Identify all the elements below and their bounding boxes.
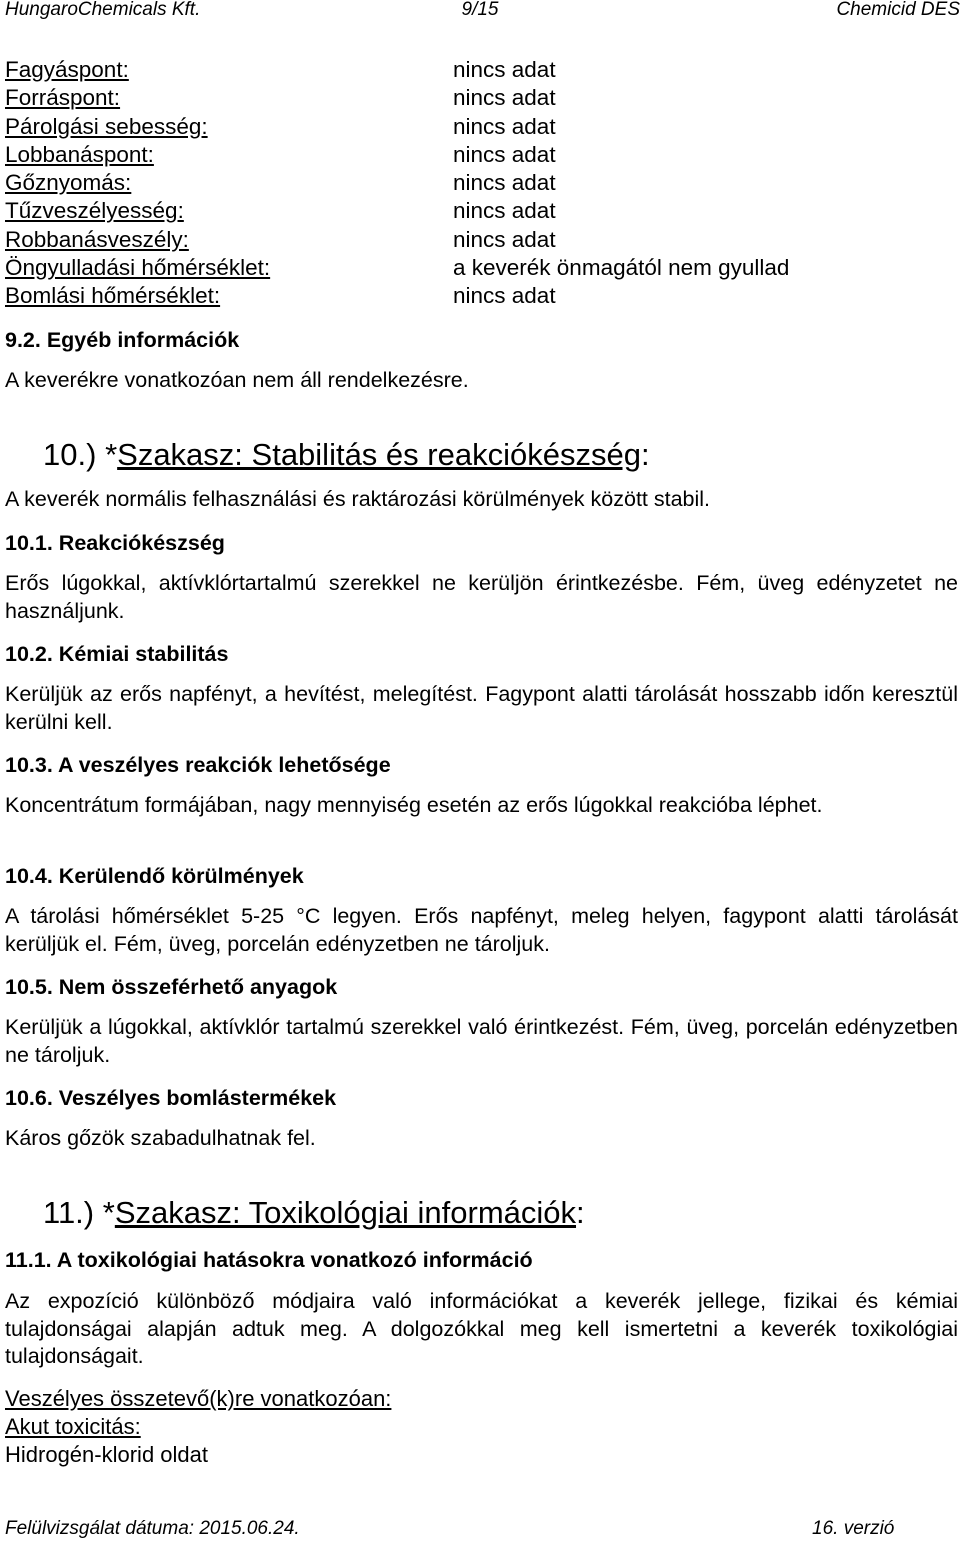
section-10-intro: A keverék normális felhasználási és raktározási körülmények között stabil. — [5, 487, 711, 511]
section-10-title — [43, 436, 650, 474]
property-label: Bomlási hőmérséklet: — [5, 283, 221, 309]
property-value: nincs adat — [453, 198, 556, 224]
page-header — [0, 0, 960, 24]
property-label: Öngyulladási hőmérséklet: — [5, 255, 271, 281]
subsection-text-10-2: Kerüljük az erős napfényt, a hevítést, melegítést. Fagypont alatti tárolását hosszabb időn keresztül kerülni kell. — [5, 682, 958, 734]
property-value: nincs adat — [453, 170, 556, 196]
property-label: Gőznyomás: — [5, 170, 132, 196]
page-footer — [0, 1518, 960, 1542]
property-row — [5, 169, 955, 197]
property-value: a keverék önmagától nem gyullad — [453, 255, 790, 281]
subsection-text-10-6: Káros gőzök szabadulhatnak fel. — [5, 1126, 316, 1150]
property-label: Fagyáspont: — [5, 57, 129, 82]
property-label: Forráspont: — [5, 85, 121, 111]
property-label: Párolgási sebesség: — [5, 113, 208, 139]
header-page-number: 9/15 — [461, 0, 499, 20]
subsection-heading-10-4: 10.4. Kerülendő körülmények — [5, 864, 304, 888]
substance-name: Hidrogén-klorid oldat — [5, 1442, 208, 1467]
section-11-title — [43, 1194, 585, 1232]
subsection-heading-10-3: 10.3. A veszélyes reakciók lehetősége — [5, 753, 391, 777]
section-number: 11. — [43, 1195, 84, 1230]
subsection-heading-11-1: 11.1. A toxikológiai hatásokra vonatkozó információ — [5, 1248, 533, 1272]
property-row — [5, 141, 955, 169]
subsection-text-10-5: Kerüljük a lúgokkal, aktívklór tartalmú szerekkel való érintkezést. Fém, üveg, porcelán edényzetben ne tároljuk. — [5, 1015, 958, 1067]
property-value: nincs adat — [453, 141, 556, 167]
acute-toxicity-label: Akut toxicitás: — [5, 1414, 141, 1439]
property-row — [5, 84, 955, 112]
subsection-text-10-4: A tárolási hőmérséklet 5-25 °C legyen. Erős napfényt, meleg helyen, fagypont alatti tárolását kerüljük el. Fém, üveg, porcelán edényzetben ne tároljuk. — [5, 904, 958, 956]
subsection-text-11-1: Az expozíció különböző módjaira való információkat a keverék jellege, fizikai és kémiai tulajdonságai alapján adtuk meg. A dolgozókkal meg kell ismertetni a keverék toxikológiai tulajdonságait. — [5, 1289, 958, 1368]
property-label: Robbanásveszély: — [5, 226, 189, 252]
section-paren: ) — [83, 1195, 95, 1230]
subsection-heading-10-2: 10.2. Kémiai stabilitás — [5, 642, 229, 666]
section-paren: ) — [86, 437, 97, 472]
properties-list — [5, 56, 955, 311]
property-row — [5, 113, 955, 141]
property-value: nincs adat — [453, 113, 556, 139]
subsection-heading-10-5: 10.5. Nem összeférhető anyagok — [5, 975, 338, 999]
subsection-text-9-2: A keverékre vonatkozóan nem áll rendelkezésre. — [5, 368, 469, 392]
section-star: * — [105, 437, 118, 472]
section-number: 10. — [43, 437, 87, 472]
subsection-text-10-1: Erős lúgokkal, aktívklórtartalmú szerekkel ne kerüljön érintkezésbe. Fém, üveg edényzetet ne használjunk. — [5, 571, 958, 623]
property-label: Lobbanáspont: — [5, 141, 154, 167]
property-row — [5, 197, 955, 225]
components-label: Veszélyes összetevő(k)re vonatkozóan: — [5, 1386, 392, 1411]
section-colon: : — [640, 437, 650, 472]
property-value: nincs adat — [453, 283, 556, 309]
property-row — [5, 226, 955, 254]
property-value: nincs adat — [453, 57, 556, 82]
subsection-heading-10-1: 10.1. Reakciókészség — [5, 531, 225, 555]
property-row — [5, 254, 955, 282]
property-row — [5, 282, 955, 310]
property-row — [5, 56, 955, 84]
section-title-text: Szakasz: Toxikológiai információk — [114, 1195, 577, 1230]
section-star: * — [102, 1195, 115, 1230]
property-label: Tűzveszélyesség: — [5, 198, 184, 224]
subsection-text-10-3: Koncentrátum formájában, nagy mennyiség esetén az erős lúgokkal reakcióba léphet. — [5, 793, 823, 817]
header-product: Chemicid DES — [836, 0, 960, 20]
property-value: nincs adat — [453, 226, 556, 252]
header-company: HungaroChemicals Kft. — [5, 0, 201, 20]
section-title-text: Szakasz: Stabilitás és reakciókészség — [117, 437, 641, 472]
footer-revision-date: Felülvizsgálat dátuma: 2015.06.24. — [5, 1518, 300, 1539]
property-value: nincs adat — [453, 85, 556, 111]
subsection-heading-10-6: 10.6. Veszélyes bomlástermékek — [5, 1086, 337, 1110]
subsection-heading-9-2: 9.2. Egyéb információk — [5, 328, 240, 352]
footer-version: 16. verzió — [812, 1518, 895, 1539]
section-colon: : — [576, 1195, 585, 1230]
